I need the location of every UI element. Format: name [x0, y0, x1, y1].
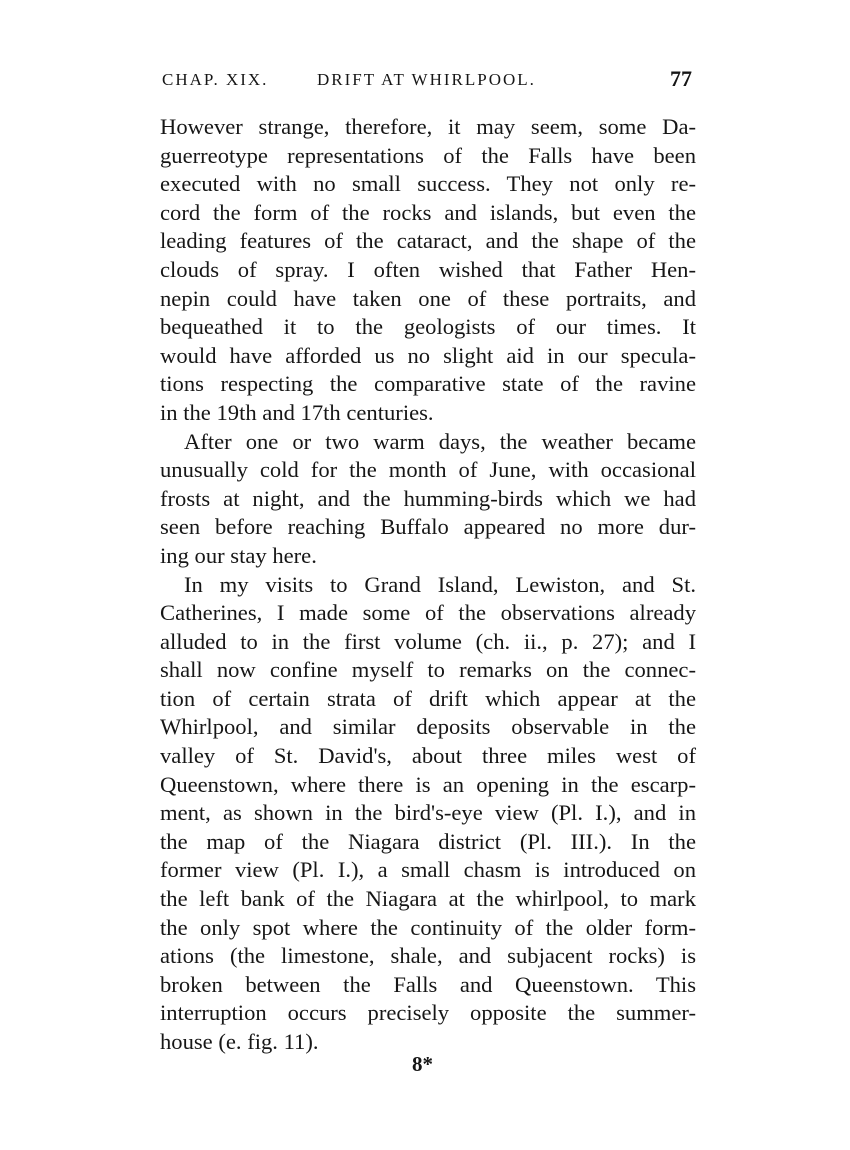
signature-mark: 8*: [412, 1052, 433, 1076]
text-line: clouds of spray. I often wished that Father Hen-: [160, 256, 696, 282]
text-line: tion of certain strata of drift which appear at the: [160, 685, 696, 711]
text-line: frosts at night, and the humming-birds which we had: [160, 485, 696, 511]
text-line: ment, as shown in the bird's-eye view (Pl. I.), and in: [160, 800, 696, 826]
text-line: Catherines, I made some of the observations already: [160, 600, 696, 626]
text-line: the only spot where the continuity of the older form-: [160, 914, 696, 940]
text-line: alluded to in the first volume (ch. ii., p. 27); and I: [160, 628, 696, 654]
text-line: interruption occurs precisely opposite the summer-: [160, 1000, 696, 1026]
text-line: tions respecting the comparative state of the ravine: [160, 371, 696, 397]
text-line: ations (the limestone, shale, and subjacent rocks) is: [160, 943, 696, 969]
text-line: seen before reaching Buffalo appeared no more dur-: [160, 514, 696, 540]
text-line: unusually cold for the month of June, with occasional: [160, 457, 696, 483]
paragraph-start-line: In my visits to Grand Island, Lewiston, and St.: [184, 571, 696, 597]
text-line: nepin could have taken one of these portraits, and: [160, 285, 696, 311]
running-head: [162, 66, 692, 92]
paragraph-start-line: After one or two warm days, the weather became: [184, 428, 696, 454]
page-number: 77: [670, 66, 692, 91]
text-line: cord the form of the rocks and islands, but even the: [160, 199, 696, 225]
text-line: would have afforded us no slight aid in our specula-: [160, 342, 696, 368]
text-line: ing our stay here.: [160, 542, 317, 568]
text-line: the map of the Niagara district (Pl. III.). In the: [160, 828, 696, 854]
text-line: Whirlpool, and similar deposits observable in the: [160, 714, 696, 740]
text-line: bequeathed it to the geologists of our times. It: [160, 314, 696, 340]
body-text: [160, 113, 696, 1057]
text-line: leading features of the cataract, and the shape of the: [160, 228, 696, 254]
text-line: shall now confine myself to remarks on the connec-: [160, 657, 696, 683]
text-line: the left bank of the Niagara at the whirlpool, to mark: [160, 886, 696, 912]
text-line: executed with no small success. They not only re-: [160, 171, 696, 197]
text-line: guerreotype representations of the Falls have been: [160, 142, 696, 168]
text-line: valley of St. David's, about three miles west of: [160, 743, 696, 769]
text-line: former view (Pl. I.), a small chasm is introduced on: [160, 857, 696, 883]
text-line: in the 19th and 17th centuries.: [160, 399, 434, 425]
chapter-label: CHAP. XIX.: [162, 70, 269, 89]
text-line: Queenstown, where there is an opening in the escarp-: [160, 771, 696, 797]
text-line: house (e. fig. 11).: [160, 1029, 319, 1054]
running-title: DRIFT AT WHIRLPOOL.: [317, 70, 536, 89]
text-line: However strange, therefore, it may seem, some Da-: [160, 114, 696, 139]
text-line: broken between the Falls and Queenstown. This: [160, 971, 696, 997]
